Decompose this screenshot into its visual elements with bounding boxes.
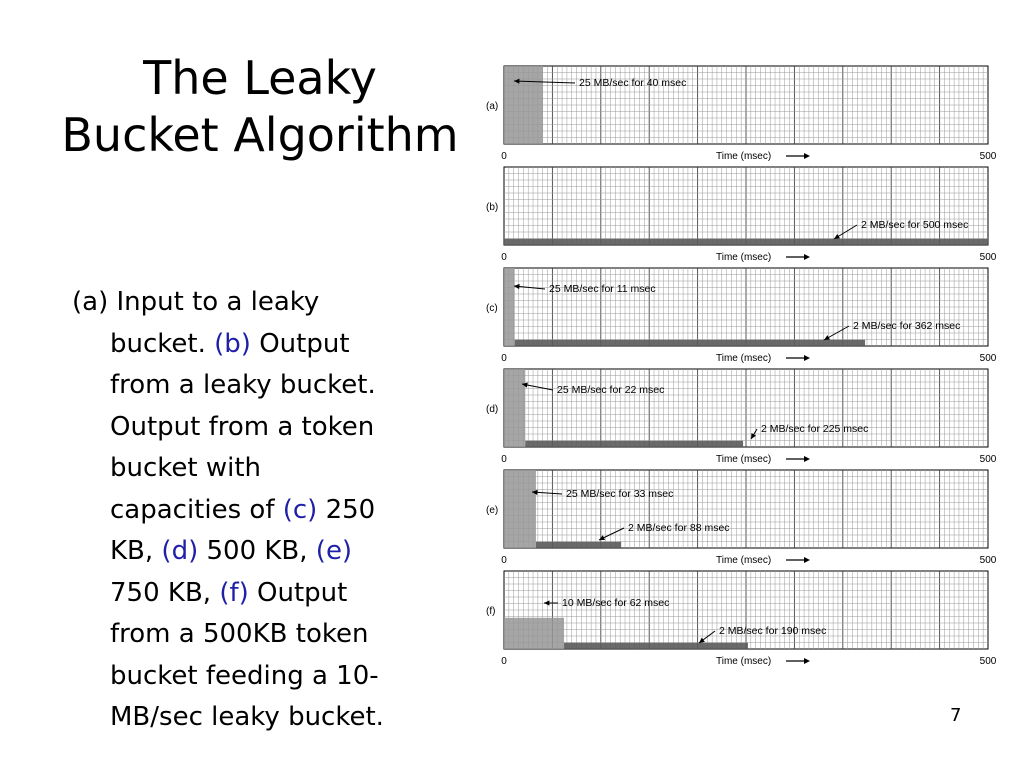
x-axis-arrowhead bbox=[804, 456, 810, 462]
caption-label-f: (f) bbox=[219, 577, 249, 608]
x-axis-title: Time (msec) bbox=[716, 454, 772, 465]
x-axis-end-label: 500 bbox=[979, 656, 997, 667]
x-axis-start-label: 0 bbox=[501, 353, 507, 364]
rate-segment-bar bbox=[536, 542, 621, 548]
rate-segment-bar bbox=[504, 369, 525, 447]
caption-label-b: (b) bbox=[214, 328, 251, 359]
x-axis-arrowhead bbox=[804, 658, 810, 664]
caption-text-kb: KB, bbox=[110, 536, 162, 566]
rate-segment-bar bbox=[525, 441, 743, 447]
x-axis-end-label: 500 bbox=[979, 555, 997, 566]
x-axis-end-label: 500 bbox=[979, 252, 997, 263]
segment-annotation: 10 MB/sec for 62 msec bbox=[562, 597, 670, 609]
caption-label-c: (c) bbox=[282, 494, 318, 525]
segment-annotation: 2 MB/sec for 88 msec bbox=[628, 522, 730, 534]
rate-segment-bar bbox=[504, 470, 536, 548]
x-axis-title: Time (msec) bbox=[716, 555, 772, 566]
segment-annotation: 2 MB/sec for 225 msec bbox=[761, 423, 869, 435]
caption-line-8 bbox=[72, 573, 462, 615]
caption-line-5: bucket with bbox=[110, 453, 262, 483]
caption-label-d: (d) bbox=[161, 536, 199, 566]
caption-text-output-f: Output bbox=[248, 577, 348, 608]
slide-title: The Leaky Bucket Algorithm bbox=[61, 51, 459, 162]
panel-label: (c) bbox=[486, 303, 498, 314]
x-axis-end-label: 500 bbox=[979, 353, 997, 364]
x-axis-start-label: 0 bbox=[501, 454, 507, 465]
panel-label: (f) bbox=[486, 606, 496, 617]
segment-annotation: 2 MB/sec for 362 msec bbox=[853, 320, 961, 332]
caption-text-500kb: 500 KB, bbox=[198, 536, 316, 566]
caption-text-capacities: capacities of bbox=[110, 494, 283, 525]
x-axis-title: Time (msec) bbox=[716, 656, 772, 667]
caption-line-3: from a leaky bucket. bbox=[110, 370, 376, 400]
panel-label: (e) bbox=[486, 505, 499, 516]
x-axis-title: Time (msec) bbox=[716, 252, 772, 263]
figure-caption bbox=[72, 282, 462, 739]
panel-label: (b) bbox=[486, 202, 499, 213]
x-axis-arrowhead bbox=[804, 153, 810, 159]
rate-segment-bar bbox=[504, 66, 543, 144]
caption-text-a: Input to a leaky bbox=[108, 287, 320, 317]
caption-line-10: bucket feeding a 10- bbox=[110, 660, 379, 691]
panel-label: (a) bbox=[486, 101, 499, 112]
x-axis-start-label: 0 bbox=[501, 252, 507, 263]
rate-segment-bar bbox=[504, 268, 515, 346]
caption-line-7 bbox=[72, 531, 462, 573]
caption-line-9: from a 500KB token bbox=[110, 619, 369, 649]
segment-annotation: 25 MB/sec for 22 msec bbox=[557, 384, 665, 396]
rate-segment-bar bbox=[515, 340, 865, 346]
x-axis-arrowhead bbox=[804, 254, 810, 260]
segment-annotation: 25 MB/sec for 40 msec bbox=[579, 77, 687, 89]
segment-annotation: 2 MB/sec for 190 msec bbox=[719, 625, 827, 637]
caption-line-2 bbox=[72, 324, 462, 366]
caption-line-11: MB/sec leaky bucket. bbox=[110, 702, 384, 732]
leaky-bucket-figure bbox=[478, 60, 1002, 670]
x-axis-end-label: 500 bbox=[979, 454, 997, 465]
panel-label: (d) bbox=[486, 404, 499, 415]
caption-label-e: (e) bbox=[315, 536, 353, 566]
rate-segment-bar bbox=[504, 239, 988, 245]
segment-annotation: 25 MB/sec for 33 msec bbox=[566, 488, 674, 500]
caption-text-bucket: bucket. bbox=[110, 328, 215, 359]
x-axis-start-label: 0 bbox=[501, 555, 507, 566]
x-axis-start-label: 0 bbox=[501, 656, 507, 667]
x-axis-arrowhead bbox=[804, 355, 810, 361]
rate-segment-bar bbox=[504, 618, 564, 649]
x-axis-title: Time (msec) bbox=[716, 151, 772, 162]
caption-text-750kb: 750 KB, bbox=[110, 577, 220, 608]
caption-text-250: 250 bbox=[317, 494, 376, 525]
rate-segment-bar bbox=[564, 643, 748, 649]
segment-annotation: 25 MB/sec for 11 msec bbox=[549, 283, 656, 295]
page-number: 7 bbox=[950, 705, 962, 726]
x-axis-arrowhead bbox=[804, 557, 810, 563]
x-axis-start-label: 0 bbox=[501, 151, 507, 162]
x-axis-title: Time (msec) bbox=[716, 353, 772, 364]
caption-line-1 bbox=[72, 282, 462, 324]
caption-line-4: Output from a token bbox=[110, 411, 375, 442]
caption-label-a: (a) bbox=[72, 287, 109, 317]
segment-annotation: 2 MB/sec for 500 msec bbox=[861, 219, 969, 231]
caption-line-6 bbox=[72, 490, 462, 532]
x-axis-end-label: 500 bbox=[979, 151, 997, 162]
caption-text-output: Output bbox=[250, 328, 350, 359]
